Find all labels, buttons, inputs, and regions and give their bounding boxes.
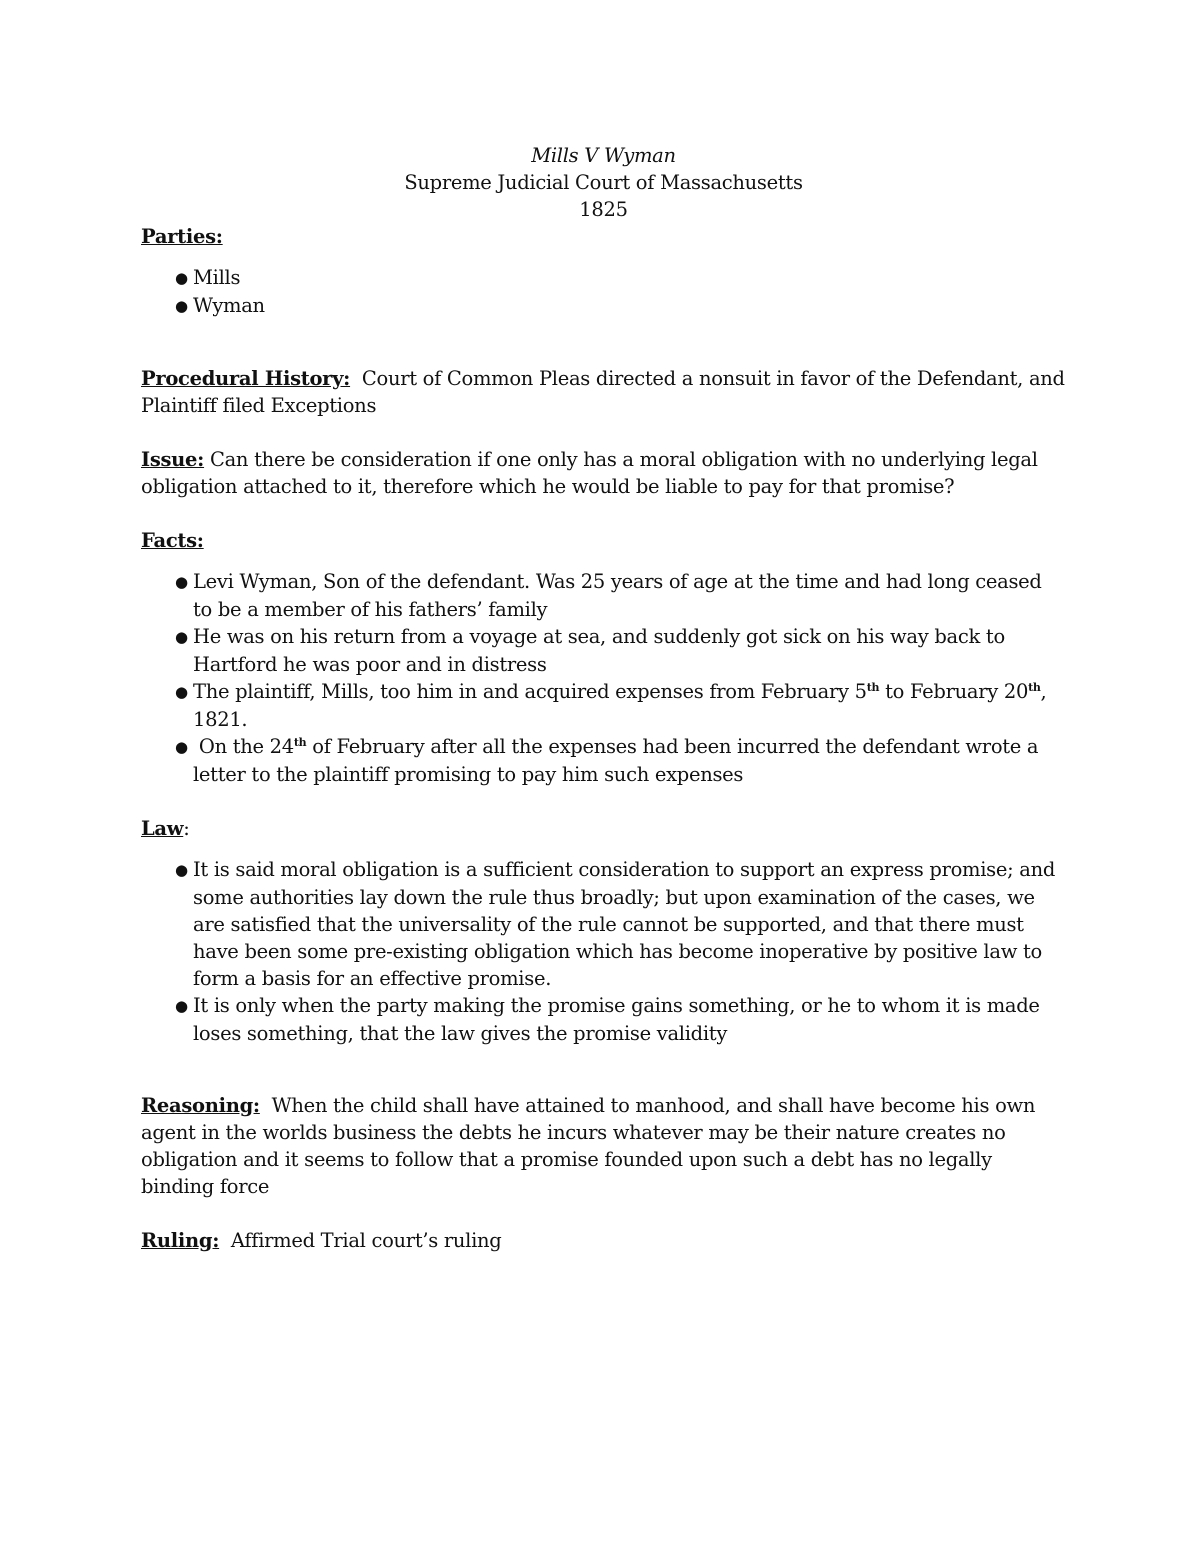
bullet-icon: ● <box>175 683 188 701</box>
issue-section <box>141 446 1066 500</box>
list-item <box>141 292 1066 320</box>
list-item <box>141 678 1066 733</box>
law-text: It is only when the party making the promise gains something, or he to whom it is made loses something, that the law gives the promise validity <box>193 994 1040 1045</box>
procedural-history-section <box>141 365 1066 419</box>
facts-list <box>141 568 1066 788</box>
ruling-text: Affirmed Trial court’s ruling <box>230 1229 502 1252</box>
case-year: 1825 <box>579 198 628 221</box>
facts-section <box>141 527 1066 554</box>
court-name: Supreme Judicial Court of Massachusetts <box>404 171 803 194</box>
fact-text: to February 20 <box>879 680 1029 703</box>
reasoning-section <box>141 1092 1066 1200</box>
case-title: Mills V Wyman <box>531 144 676 167</box>
issue-text: Can there be consideration if one only has a moral obligation with no underlying legal obligation attached to it, therefore which he would be liable to pay for that promise? <box>141 448 1038 498</box>
bullet-icon: ● <box>175 997 188 1015</box>
bullet-icon: ● <box>175 628 188 646</box>
ordinal-suffix: th <box>293 736 307 749</box>
ordinal-suffix: th <box>1028 681 1041 694</box>
reasoning-text: When the child shall have attained to manhood, and shall have become his own agent in the worlds business the debts he incurs whatever may be their nature creates no obligation and it seems to follow that a promise founded upon such a debt has no legally binding force <box>141 1094 1036 1198</box>
ruling-section <box>141 1227 1066 1254</box>
bullet-icon: ● <box>175 573 188 591</box>
fact-text: The plaintiff, Mills, too him in and acquired expenses from February 5 <box>193 680 867 703</box>
law-heading: Law <box>141 817 184 840</box>
procedural-history-heading: Procedural History: <box>141 367 351 390</box>
parties-section <box>141 223 1066 250</box>
bullet-icon: ● <box>175 297 188 315</box>
case-header <box>141 142 1066 223</box>
ruling-heading: Ruling: <box>141 1229 220 1252</box>
fact-text: Levi Wyman, Son of the defendant. Was 25 years of age at the time and had long ceased to be a member of his fathers’ family <box>193 570 1042 621</box>
list-item <box>141 264 1066 292</box>
bullet-icon: ● <box>175 269 188 287</box>
list-item <box>141 568 1066 623</box>
fact-text: On the 24 <box>193 735 294 758</box>
reasoning-heading: Reasoning: <box>141 1094 260 1117</box>
list-item <box>141 992 1066 1047</box>
ordinal-suffix: th <box>866 681 880 694</box>
parties-list <box>141 264 1066 320</box>
facts-heading: Facts: <box>141 529 204 552</box>
document-body <box>141 142 1066 1254</box>
party-name: Wyman <box>193 294 265 317</box>
bullet-icon: ● <box>175 861 188 879</box>
procedural-history-text: Court of Common Pleas directed a nonsuit in favor of the Defendant, and Plaintiff filed Exceptions <box>141 367 1065 417</box>
list-item <box>141 623 1066 678</box>
fact-text: He was on his return from a voyage at sea, and suddenly got sick on his way back to Hartford he was poor and in distress <box>193 625 1005 676</box>
fact-text: , 1821. <box>193 680 1047 731</box>
fact-text: of February after all the expenses had been incurred the defendant wrote a letter to the plaintiff promising to pay him such expenses <box>193 735 1039 786</box>
law-colon: : <box>183 817 190 840</box>
issue-heading: Issue: <box>141 448 205 471</box>
list-item <box>141 856 1066 992</box>
law-text: It is said moral obligation is a sufficient consideration to support an express promise; and some authorities lay down the rule thus broadly; but upon examination of the cases, we are satisfied that the universality of the rule cannot be supported, and that there must have been some pre-existing obligation which has become inoperative by positive law to form a basis for an effective promise. <box>193 858 1056 990</box>
party-name: Mills <box>193 266 241 289</box>
law-section <box>141 815 1066 842</box>
list-item <box>141 733 1066 788</box>
bullet-icon: ● <box>175 738 188 756</box>
parties-heading: Parties: <box>141 225 223 248</box>
law-list <box>141 856 1066 1047</box>
